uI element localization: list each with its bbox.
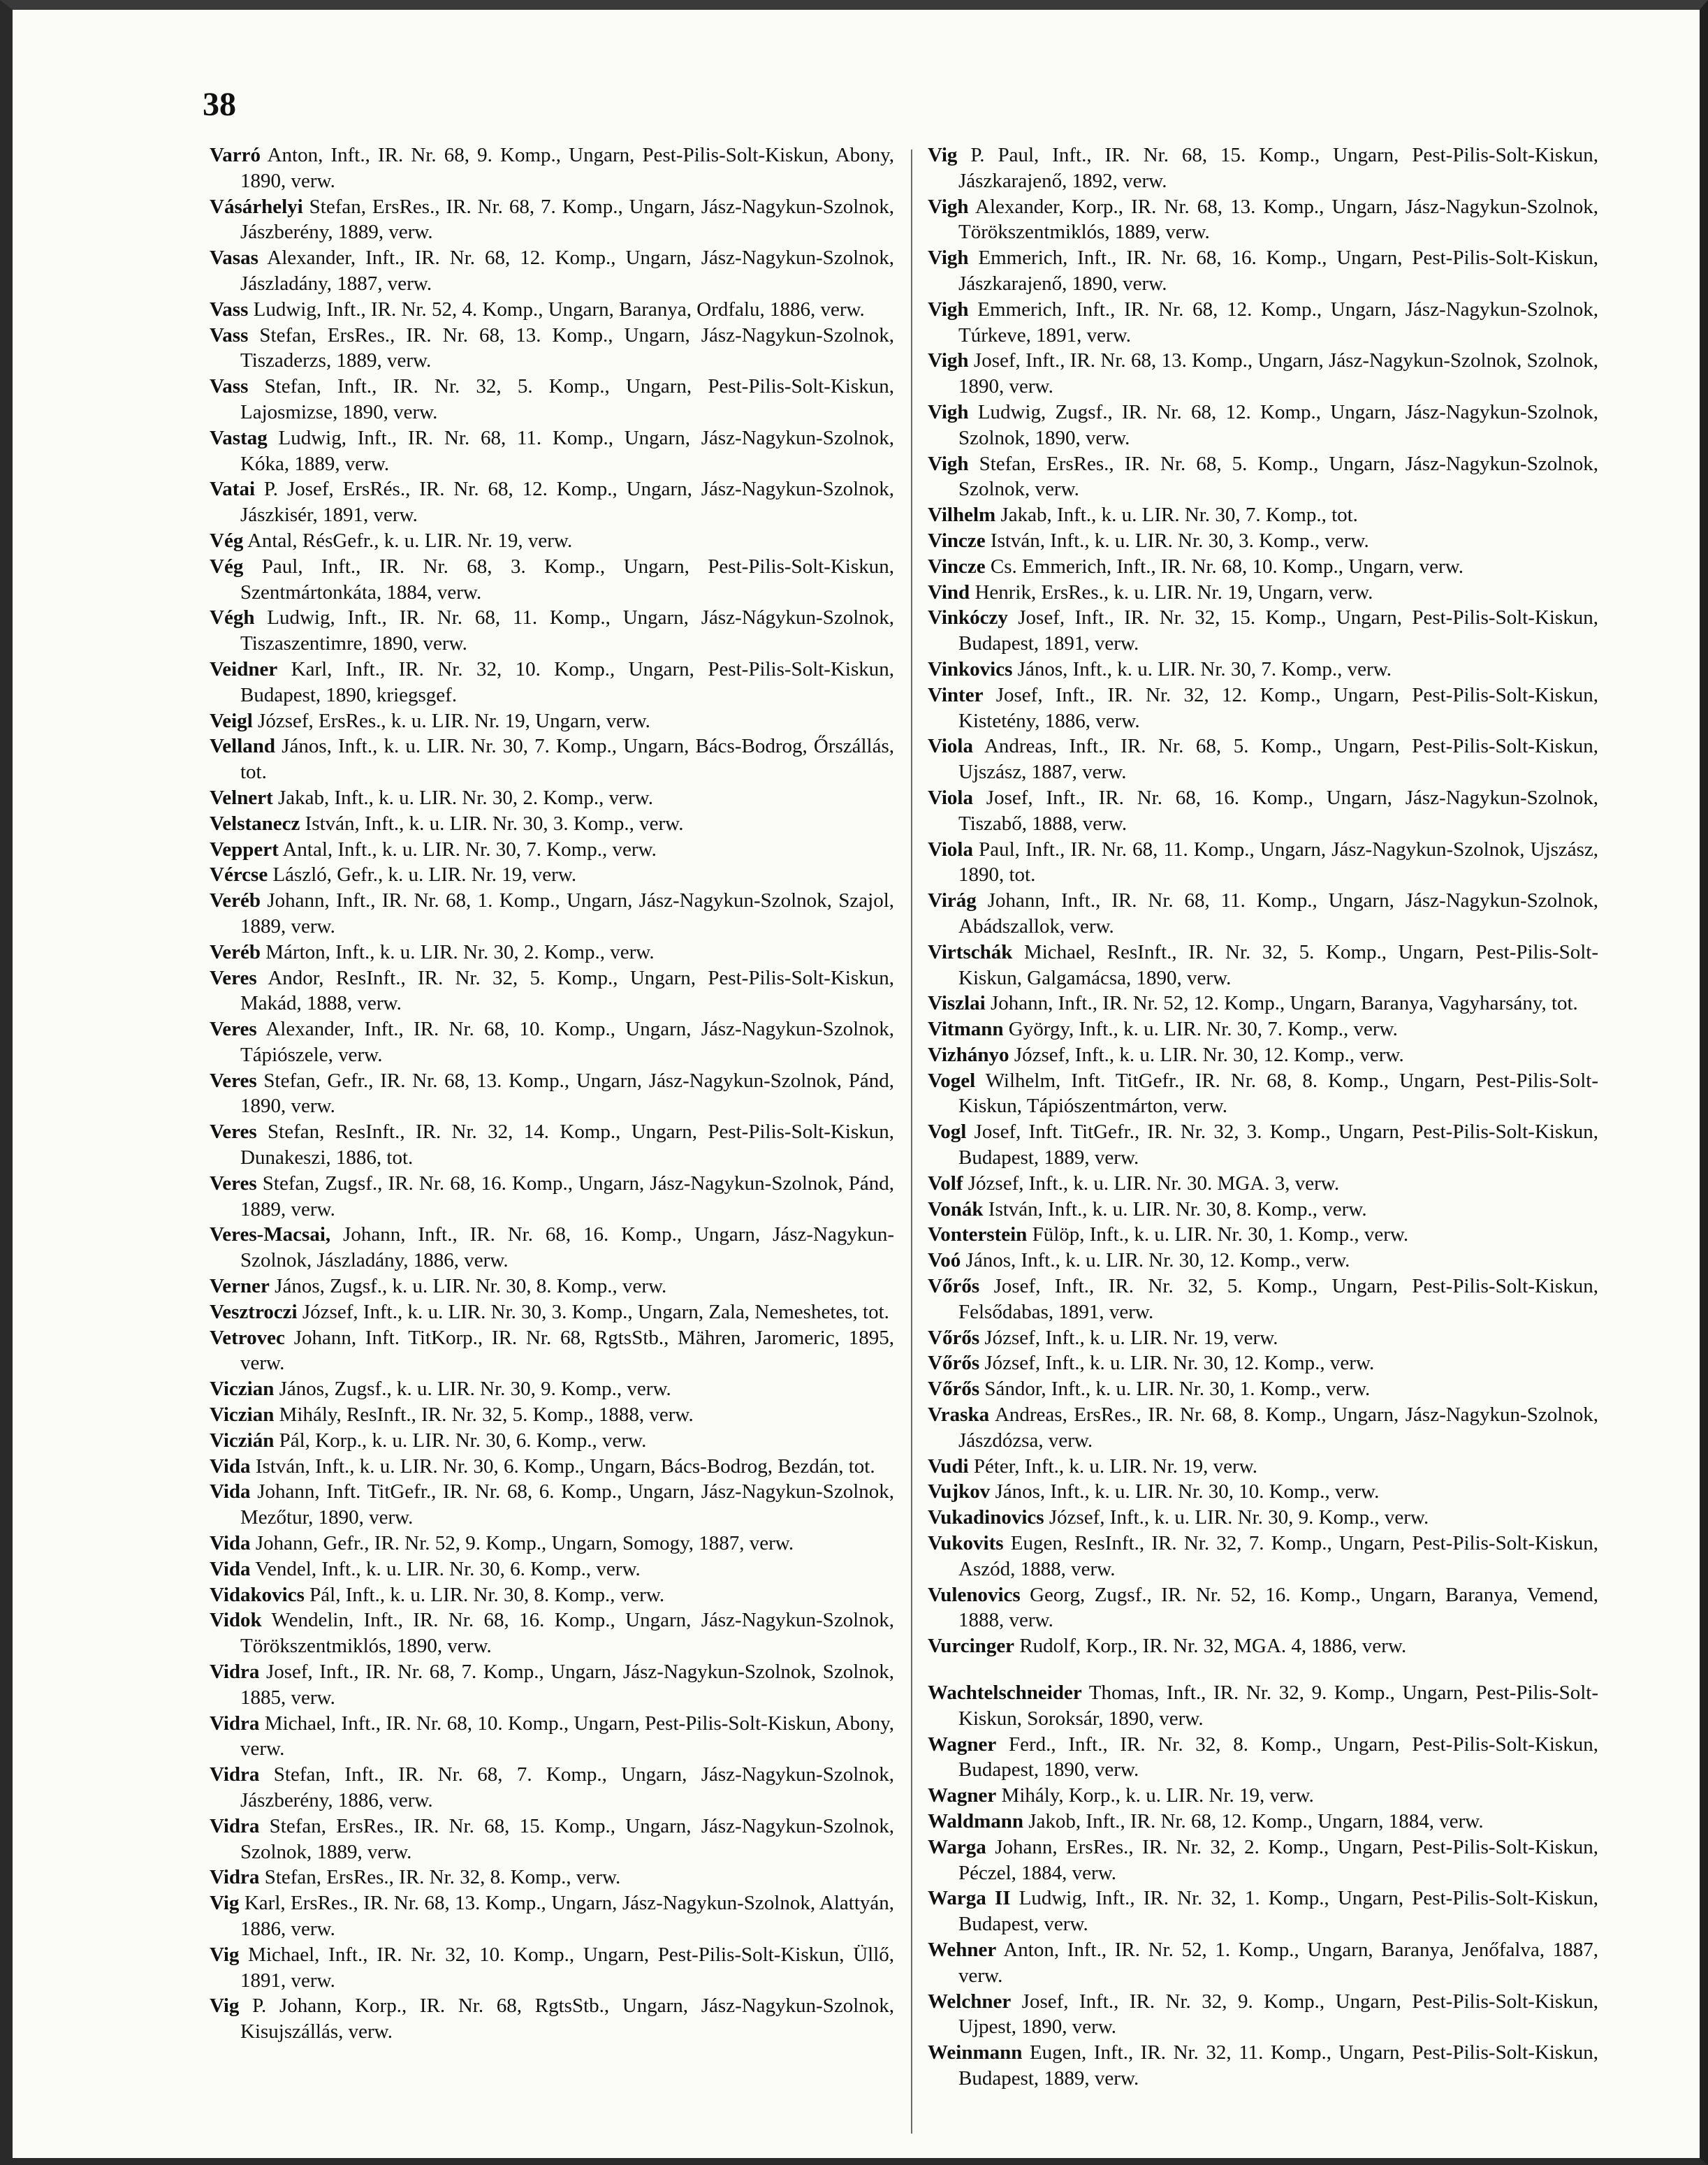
entry-details: János, Zugsf., k. u. LIR. Nr. 30, 8. Komp., verw. xyxy=(275,1275,667,1298)
entry-surname: Végh xyxy=(210,606,255,629)
entry-surname: Vig xyxy=(210,1892,240,1915)
entry-surname: Veres xyxy=(210,1121,257,1144)
entry-details: Alexander, Inft., IR. Nr. 68, 12. Komp., Ungarn, Jász-Nagykun-Szolnok, Jászladány, 1887, verw. xyxy=(240,247,894,295)
entry-surname: Velstanecz xyxy=(210,812,300,835)
casualty-entry xyxy=(210,965,894,1017)
casualty-entry xyxy=(928,1325,1598,1351)
entry-surname: Vonák xyxy=(928,1197,984,1220)
entry-details: Mihály, ResInft., IR. Nr. 32, 5. Komp., 1888, verw. xyxy=(279,1404,694,1427)
entry-surname: Veréb xyxy=(210,940,261,963)
entry-surname: Vinkovics xyxy=(928,657,1013,680)
entry-details: Michael, ResInft., IR. Nr. 32, 5. Komp., Ungarn, Pest-Pilis-Solt-Kiskun, Galgamácsa, 1890, verw. xyxy=(958,940,1598,989)
entry-details: Andreas, ErsRes., IR. Nr. 68, 8. Komp., Ungarn, Jász-Nagykun-Szolnok, Jászdózsa, verw. xyxy=(958,1404,1598,1452)
entry-details: István, Inft., k. u. LIR. Nr. 30, 3. Komp., verw. xyxy=(990,529,1369,552)
casualty-entry xyxy=(928,605,1598,657)
casualty-entry xyxy=(928,837,1598,889)
entry-details: Johann, Inft. TitKorp., IR. Nr. 68, RgtsStb., Mähren, Jaromeric, 1895, verw. xyxy=(240,1326,894,1375)
casualty-entry xyxy=(210,1531,894,1557)
casualty-entry xyxy=(928,194,1598,246)
casualty-entry xyxy=(928,683,1598,734)
entry-details: József, ErsRes., k. u. LIR. Nr. 19, Ungarn, verw. xyxy=(258,709,650,732)
entry-details: Josef, Inft. TitGefr., IR. Nr. 32, 3. Komp., Ungarn, Pest-Pilis-Solt-Kiskun, Budapest, 1889, verw. xyxy=(958,1121,1598,1169)
entry-details: Stefan, Inft., IR. Nr. 68, 7. Komp., Ungarn, Jász-Nagykun-Szolnok, Jászberény, 1886, verw. xyxy=(240,1763,894,1812)
entry-surname: Vitmann xyxy=(928,1018,1004,1041)
entry-surname: Velland xyxy=(210,735,276,758)
entry-details: Antal, RésGefr., k. u. LIR. Nr. 19, verw. xyxy=(247,529,573,552)
casualty-entry xyxy=(928,554,1598,580)
entry-surname: Veppert xyxy=(210,838,279,861)
entry-details: Johann, Inft., IR. Nr. 52, 12. Komp., Ungarn, Baranya, Vagyharsány, tot. xyxy=(990,992,1578,1015)
entry-surname: Vilhelm xyxy=(928,504,996,527)
entry-surname: Vraska xyxy=(928,1404,990,1427)
entry-details: Johann, ErsRes., IR. Nr. 32, 2. Komp., Ungarn, Pest-Pilis-Solt-Kiskun, Péczel, 1884, verw. xyxy=(958,1835,1598,1884)
entry-surname: Wachtelschneider xyxy=(928,1682,1082,1705)
entry-details: Josef, Inft., IR. Nr. 32, 15. Komp., Ungarn, Pest-Pilis-Solt-Kiskun, Budapest, 1891, verw. xyxy=(958,606,1598,655)
entry-surname: Vég xyxy=(210,529,244,552)
casualty-entry xyxy=(928,1783,1598,1809)
entry-surname: Vudi xyxy=(928,1455,969,1478)
entry-surname: Vogl xyxy=(928,1121,967,1144)
entry-details: P. Josef, ErsRés., IR. Nr. 68, 12. Komp., Ungarn, Jász-Nagykun-Szolnok, Jászkisér, 1891, verw. xyxy=(240,478,894,527)
casualty-entry xyxy=(928,1248,1598,1274)
casualty-entry xyxy=(928,348,1598,400)
entry-details: József, Inft., k. u. LIR. Nr. 30, 12. Komp., verw. xyxy=(1014,1043,1404,1066)
casualty-entry xyxy=(210,657,894,708)
entry-surname: Wehner xyxy=(928,1938,997,1961)
casualty-entry xyxy=(210,837,894,863)
entry-details: János, Inft., k. u. LIR. Nr. 30, 12. Komp., verw. xyxy=(965,1249,1350,1272)
entry-details: István, Inft., k. u. LIR. Nr. 30, 8. Komp., verw. xyxy=(988,1197,1367,1220)
casualty-entry xyxy=(928,1119,1598,1171)
entry-details: Thomas, Inft., IR. Nr. 32, 9. Komp., Ungarn, Pest-Pilis-Solt-Kiskun, Soroksár, 1890, verw. xyxy=(958,1682,1598,1730)
casualty-entry xyxy=(928,400,1598,451)
entry-surname: Vastag xyxy=(210,426,268,449)
entry-details: Stefan, ResInft., IR. Nr. 32, 14. Komp., Ungarn, Pest-Pilis-Solt-Kiskun, Dunakeszi, 1886, tot. xyxy=(240,1121,894,1169)
entry-surname: Vogel xyxy=(928,1069,976,1092)
entry-details: Andreas, Inft., IR. Nr. 68, 5. Komp., Ungarn, Pest-Pilis-Solt-Kiskun, Ujszász, 1887, verw. xyxy=(958,735,1598,784)
entry-details: Karl, Inft., IR. Nr. 32, 10. Komp., Ungarn, Pest-Pilis-Solt-Kiskun, Budapest, 1890, kriegsgef. xyxy=(240,657,894,706)
entry-details: Stefan, ErsRes., IR. Nr. 68, 13. Komp., Ungarn, Jász-Nagykun-Szolnok, Tiszaderzs, 1889, verw. xyxy=(240,323,894,372)
casualty-entry xyxy=(210,1454,894,1480)
entry-details: Johann, Inft., IR. Nr. 68, 16. Komp., Ungarn, Jász-Nagykun-Szolnok, Jászladány, 1886, verw. xyxy=(240,1223,894,1272)
entry-surname: Vigh xyxy=(928,452,969,475)
casualty-entry xyxy=(928,888,1598,940)
casualty-entry xyxy=(210,1299,894,1325)
casualty-entry xyxy=(928,1350,1598,1376)
casualty-entry xyxy=(210,1479,894,1531)
entry-details: Stefan, ErsRes., IR. Nr. 68, 5. Komp., Ungarn, Jász-Nagykun-Szolnok, Szolnok, verw. xyxy=(958,452,1598,501)
casualty-entry xyxy=(928,1582,1598,1634)
entry-details: József, Inft., k. u. LIR. Nr. 30, 9. Komp., verw. xyxy=(1049,1506,1429,1529)
casualty-entry xyxy=(928,1376,1598,1402)
entry-details: Péter, Inft., k. u. LIR. Nr. 19, verw. xyxy=(973,1455,1257,1478)
entry-details: Vendel, Inft., k. u. LIR. Nr. 30, 6. Komp., verw. xyxy=(255,1557,641,1580)
entry-details: Márton, Inft., k. u. LIR. Nr. 30, 2. Komp., verw. xyxy=(265,940,655,963)
page-number: 38 xyxy=(203,86,236,123)
casualty-entry xyxy=(210,554,894,606)
entry-surname: Viola xyxy=(928,786,973,809)
entry-surname: Vujkov xyxy=(928,1480,991,1503)
casualty-entry xyxy=(210,605,894,657)
casualty-entry xyxy=(928,1042,1598,1068)
entry-details: Josef, Inft., IR. Nr. 32, 9. Komp., Ungarn, Pest-Pilis-Solt-Kiskun, Ujpest, 1890, verw. xyxy=(958,1990,1598,2039)
casualty-entry xyxy=(928,1633,1598,1659)
entry-details: Andor, ResInft., IR. Nr. 32, 5. Komp., Ungarn, Pest-Pilis-Solt-Kiskun, Makád, 1888, verw. xyxy=(240,966,894,1015)
casualty-entry xyxy=(210,1942,894,1994)
entry-surname: Vidok xyxy=(210,1609,262,1632)
entry-details: Ludwig, Inft., IR. Nr. 68, 11. Komp., Ungarn, Jász-Nagykun-Szolnok, Kóka, 1889, verw. xyxy=(240,426,894,475)
entry-surname: Volf xyxy=(928,1172,963,1195)
entry-surname: Vőrős xyxy=(928,1275,980,1298)
entry-surname: Virtschák xyxy=(928,940,1013,963)
entry-surname: Vigh xyxy=(928,195,969,218)
casualty-entry xyxy=(928,1505,1598,1531)
entry-details: P. Paul, Inft., IR. Nr. 68, 15. Komp., Ungarn, Pest-Pilis-Solt-Kiskun, Jászkarajenő, 1892, verw. xyxy=(958,144,1598,192)
entry-surname: Vőrős xyxy=(928,1352,980,1375)
casualty-entry xyxy=(210,708,894,734)
casualty-entry xyxy=(928,1274,1598,1325)
column-divider xyxy=(911,150,912,2134)
entry-details: Pál, Inft., k. u. LIR. Nr. 30, 8. Komp., verw. xyxy=(309,1583,665,1606)
casualty-entry xyxy=(210,1865,894,1890)
entry-details: János, Inft., k. u. LIR. Nr. 30, 7. Komp., verw. xyxy=(1017,657,1392,680)
entry-surname: Vig xyxy=(210,1943,240,1966)
casualty-entry xyxy=(928,528,1598,554)
entry-surname: Vidra xyxy=(210,1763,260,1786)
entry-surname: Vida xyxy=(210,1480,251,1503)
left-column xyxy=(210,143,894,2141)
entry-details: Johann, Gefr., IR. Nr. 52, 9. Komp., Ungarn, Somogy, 1887, verw. xyxy=(255,1532,794,1555)
entry-details: József, Inft., k. u. LIR. Nr. 30, 12. Komp., verw. xyxy=(984,1352,1375,1375)
casualty-entry xyxy=(928,1732,1598,1784)
entry-details: Josef, Inft., IR. Nr. 68, 7. Komp., Ungarn, Jász-Nagykun-Szolnok, Szolnok, 1885, verw. xyxy=(240,1661,894,1709)
entry-surname: Vatai xyxy=(210,478,255,501)
entry-details: Rudolf, Korp., IR. Nr. 32, MGA. 4, 1886, verw. xyxy=(1019,1635,1407,1658)
casualty-entry xyxy=(210,374,894,425)
entry-surname: Vukadinovics xyxy=(928,1506,1044,1529)
entry-surname: Vass xyxy=(210,298,249,321)
entry-details: Johann, Inft., IR. Nr. 68, 1. Komp., Ungarn, Jász-Nagykun-Szolnok, Szajol, 1889, verw. xyxy=(240,889,894,938)
entry-surname: Virág xyxy=(928,889,977,912)
entry-surname: Vércse xyxy=(210,863,268,887)
entry-surname: Vind xyxy=(928,581,970,604)
entry-surname: Vigh xyxy=(928,298,969,321)
entry-surname: Veres xyxy=(210,1172,257,1195)
entry-details: Jakab, Inft., k. u. LIR. Nr. 30, 7. Komp., tot. xyxy=(1000,504,1358,527)
entry-details: Sándor, Inft., k. u. LIR. Nr. 30, 1. Komp., verw. xyxy=(984,1378,1371,1401)
entry-surname: Veres xyxy=(210,1069,257,1092)
entry-surname: Viola xyxy=(928,735,973,758)
casualty-entry xyxy=(210,1068,894,1120)
entry-details: Stefan, Gefr., IR. Nr. 68, 13. Komp., Ungarn, Jász-Nagykun-Szolnok, Pánd, 1890, verw. xyxy=(240,1069,894,1118)
entry-details: Paul, Inft., IR. Nr. 68, 3. Komp., Ungarn, Pest-Pilis-Solt-Kiskun, Szentmártonkáta, 1884, verw. xyxy=(240,555,894,604)
casualty-entry xyxy=(210,297,894,323)
entry-surname: Vinkóczy xyxy=(928,606,1008,629)
entry-details: Alexander, Inft., IR. Nr. 68, 10. Komp., Ungarn, Jász-Nagykun-Szolnok, Tápiószele, verw. xyxy=(240,1018,894,1066)
entry-details: Pál, Korp., k. u. LIR. Nr. 30, 6. Komp., verw. xyxy=(279,1429,647,1452)
casualty-entry xyxy=(928,245,1598,297)
casualty-entry xyxy=(210,1890,894,1942)
entry-details: Michael, Inft., IR. Nr. 32, 10. Komp., Ungarn, Pest-Pilis-Solt-Kiskun, Üllő, 1891, verw. xyxy=(240,1943,894,1992)
entry-surname: Vidra xyxy=(210,1712,260,1735)
entry-surname: Vetrovec xyxy=(210,1326,285,1349)
casualty-entry xyxy=(210,1993,894,2045)
entry-surname: Vesztroczi xyxy=(210,1300,298,1323)
entry-surname: Vurcinger xyxy=(928,1635,1015,1658)
casualty-entry xyxy=(210,1222,894,1274)
casualty-entry xyxy=(928,991,1598,1016)
casualty-entry xyxy=(928,1809,1598,1835)
casualty-entry xyxy=(210,888,894,940)
entry-surname: Vőrős xyxy=(928,1378,980,1401)
entry-details: Eugen, ResInft., IR. Nr. 32, 7. Komp., Ungarn, Pest-Pilis-Solt-Kiskun, Aszód, 1888, verw. xyxy=(958,1532,1598,1580)
entry-surname: Viczian xyxy=(210,1378,275,1401)
casualty-entry xyxy=(210,1711,894,1763)
entry-surname: Viczian xyxy=(210,1404,275,1427)
entry-details: Emmerich, Inft., IR. Nr. 68, 16. Komp., Ungarn, Pest-Pilis-Solt-Kiskun, Jászkarajenő, 1890, verw. xyxy=(958,247,1598,295)
casualty-entry xyxy=(928,143,1598,194)
entry-surname: Vidra xyxy=(210,1661,260,1684)
entry-details: József, Inft., k. u. LIR. Nr. 30, 3. Komp., Ungarn, Zala, Nemeshetes, tot. xyxy=(302,1300,889,1323)
casualty-entry xyxy=(210,1016,894,1068)
casualty-entry xyxy=(928,1937,1598,1989)
entry-surname: Weinmann xyxy=(928,2041,1023,2064)
casualty-entry xyxy=(210,1119,894,1171)
entry-details: Ferd., Inft., IR. Nr. 32, 8. Komp., Ungarn, Pest-Pilis-Solt-Kiskun, Budapest, 1890, verw. xyxy=(958,1733,1598,1781)
entry-surname: Vég xyxy=(210,555,244,578)
entry-details: Stefan, ErsRes., IR. Nr. 68, 15. Komp., Ungarn, Jász-Nagykun-Szolnok, Szolnok, 1889, verw. xyxy=(240,1814,894,1863)
entry-surname: Wagner xyxy=(928,1733,997,1756)
entry-surname: Veres-Macsai, xyxy=(210,1223,331,1246)
casualty-entry xyxy=(928,1680,1598,1732)
entry-surname: Veres xyxy=(210,966,257,989)
casualty-entry xyxy=(210,1376,894,1402)
entry-details: Emmerich, Inft., IR. Nr. 68, 12. Komp., Ungarn, Jász-Nagykun-Szolnok, Túrkeve, 1891, verw. xyxy=(958,298,1598,347)
entry-surname: Vásárhelyi xyxy=(210,195,303,218)
right-column xyxy=(928,143,1598,2141)
entry-surname: Vidra xyxy=(210,1866,260,1889)
entry-surname: Welchner xyxy=(928,1990,1012,2013)
entry-details: Johann, Inft. TitGefr., IR. Nr. 68, 6. Komp., Ungarn, Jász-Nagykun-Szolnok, Mezőtur, 1890, verw. xyxy=(240,1480,894,1529)
entry-surname: Vigh xyxy=(928,400,969,423)
entry-surname: Vinter xyxy=(928,683,984,706)
entry-details: Alexander, Korp., IR. Nr. 68, 13. Komp., Ungarn, Jász-Nagykun-Szolnok, Törökszentmiklós, 1889, verw. xyxy=(958,195,1598,244)
entry-details: Georg, Zugsf., IR. Nr. 52, 16. Komp., Ungarn, Baranya, Vemend, 1888, verw. xyxy=(958,1583,1598,1632)
entry-surname: Verner xyxy=(210,1275,270,1298)
entry-surname: Vidra xyxy=(210,1814,260,1837)
casualty-entry xyxy=(210,194,894,246)
casualty-entry xyxy=(210,734,894,785)
casualty-entry xyxy=(210,811,894,837)
entry-surname: Vasas xyxy=(210,247,258,270)
entry-details: Stefan, ErsRes., IR. Nr. 32, 8. Komp., verw. xyxy=(264,1866,621,1889)
entry-details: Josef, Inft., IR. Nr. 32, 5. Komp., Ungarn, Pest-Pilis-Solt-Kiskun, Felsődabas, 1891, verw. xyxy=(958,1275,1598,1323)
casualty-entry xyxy=(210,528,894,554)
entry-surname: Vass xyxy=(210,375,249,398)
entry-details: Anton, Inft., IR. Nr. 52, 1. Komp., Ungarn, Baranya, Jenőfalva, 1887, verw. xyxy=(958,1938,1598,1987)
casualty-entry xyxy=(928,580,1598,606)
entry-details: Michael, Inft., IR. Nr. 68, 10. Komp., Ungarn, Pest-Pilis-Solt-Kiskun, Abony, verw. xyxy=(240,1712,894,1761)
entry-surname: Vig xyxy=(210,1995,240,2018)
casualty-entry xyxy=(210,1325,894,1377)
entry-details: Eugen, Inft., IR. Nr. 32, 11. Komp., Ungarn, Pest-Pilis-Solt-Kiskun, Budapest, 1889, verw. xyxy=(958,2041,1598,2090)
entry-surname: Viola xyxy=(928,838,973,861)
entry-details: P. Johann, Korp., IR. Nr. 68, RgtsStb., Ungarn, Jász-Nagykun-Szolnok, Kisujszállás, verw. xyxy=(240,1995,894,2043)
entry-details: Stefan, Inft., IR. Nr. 32, 5. Komp., Ungarn, Pest-Pilis-Solt-Kiskun, Lajosmizse, 1890, verw. xyxy=(240,375,894,423)
entry-surname: Viczián xyxy=(210,1429,275,1452)
entry-details: Mihály, Korp., k. u. LIR. Nr. 19, verw. xyxy=(1001,1784,1314,1807)
entry-surname: Vukovits xyxy=(928,1532,1004,1555)
entry-surname: Velnert xyxy=(210,786,273,809)
casualty-entry xyxy=(210,1582,894,1608)
casualty-entry xyxy=(928,785,1598,837)
entry-surname: Wagner xyxy=(928,1784,997,1807)
entry-surname: Vigh xyxy=(928,349,969,372)
casualty-entry xyxy=(928,502,1598,528)
casualty-entry xyxy=(210,1428,894,1454)
entry-surname: Waldmann xyxy=(928,1810,1023,1832)
casualty-entry xyxy=(928,1886,1598,1937)
entry-details: László, Gefr., k. u. LIR. Nr. 19, verw. xyxy=(272,863,577,887)
entry-details: János, Zugsf., k. u. LIR. Nr. 30, 9. Komp., verw. xyxy=(279,1378,671,1401)
entry-details: Fülöp, Inft., k. u. LIR. Nr. 30, 1. Komp., verw. xyxy=(1032,1223,1409,1246)
casualty-entry xyxy=(928,1171,1598,1197)
entry-details: István, Inft., k. u. LIR. Nr. 30, 6. Komp., Ungarn, Bács-Bodrog, Bezdán, tot. xyxy=(255,1455,875,1478)
casualty-entry xyxy=(928,1197,1598,1223)
casualty-entry xyxy=(210,323,894,374)
entry-surname: Vida xyxy=(210,1557,251,1580)
casualty-entry xyxy=(210,143,894,194)
entry-details: Anton, Inft., IR. Nr. 68, 9. Komp., Ungarn, Pest-Pilis-Solt-Kiskun, Abony, 1890, verw. xyxy=(240,144,894,192)
entry-details: János, Inft., k. u. LIR. Nr. 30, 7. Komp., Ungarn, Bács-Bodrog, Őrszállás, tot. xyxy=(240,735,894,784)
casualty-entry xyxy=(928,1479,1598,1505)
casualty-entry xyxy=(210,425,894,477)
entry-surname: Veres xyxy=(210,1018,257,1041)
casualty-entry xyxy=(928,1222,1598,1248)
casualty-entry xyxy=(210,1402,894,1428)
entry-details: Jakob, Inft., IR. Nr. 68, 12. Komp., Ungarn, 1884, verw. xyxy=(1028,1810,1484,1832)
casualty-entry xyxy=(928,1989,1598,2041)
entry-details: Josef, Inft., IR. Nr. 68, 16. Komp., Ungarn, Jász-Nagykun-Szolnok, Tiszabő, 1888, verw. xyxy=(958,786,1598,835)
casualty-entry xyxy=(210,1608,894,1659)
entry-surname: Vigh xyxy=(928,247,969,270)
entry-details: Wendelin, Inft., IR. Nr. 68, 16. Komp., Ungarn, Jász-Nagykun-Szolnok, Törökszentmiklós, 1890, verw. xyxy=(240,1609,894,1658)
casualty-entry xyxy=(210,476,894,528)
casualty-entry xyxy=(928,1454,1598,1480)
casualty-entry xyxy=(210,1814,894,1865)
casualty-entry xyxy=(928,1835,1598,1886)
entry-surname: Vizhányo xyxy=(928,1043,1009,1066)
casualty-entry xyxy=(928,451,1598,503)
entry-details: József, Inft., k. u. LIR. Nr. 30. MGA. 3, verw. xyxy=(968,1172,1340,1195)
entry-details: Josef, Inft., IR. Nr. 32, 12. Komp., Ungarn, Pest-Pilis-Solt-Kiskun, Kistetény, 1886, verw. xyxy=(958,683,1598,732)
entry-details: Antal, Inft., k. u. LIR. Nr. 30, 7. Komp., verw. xyxy=(282,838,657,861)
entry-details: Stefan, ErsRes., IR. Nr. 68, 7. Komp., Ungarn, Jász-Nagykun-Szolnok, Jászberény, 1889, verw. xyxy=(240,195,894,244)
casualty-entry xyxy=(210,940,894,965)
entry-details: Jakab, Inft., k. u. LIR. Nr. 30, 2. Komp., verw. xyxy=(278,786,653,809)
entry-surname: Warga II xyxy=(928,1887,1011,1910)
entry-surname: Veidner xyxy=(210,657,278,680)
casualty-entry xyxy=(928,657,1598,683)
casualty-entry xyxy=(928,1016,1598,1042)
entry-surname: Voó xyxy=(928,1249,961,1272)
entry-surname: Vass xyxy=(210,323,249,347)
entry-details: György, Inft., k. u. LIR. Nr. 30, 7. Komp., verw. xyxy=(1008,1018,1398,1041)
casualty-entry xyxy=(210,245,894,297)
entry-surname: Vőrős xyxy=(928,1326,980,1349)
entry-surname: Varró xyxy=(210,144,261,166)
entry-surname: Vulenovics xyxy=(928,1583,1021,1606)
casualty-entry xyxy=(210,1274,894,1299)
casualty-entry xyxy=(210,1557,894,1582)
entry-details: Paul, Inft., IR. Nr. 68, 11. Komp., Ungarn, Jász-Nagykun-Szolnok, Ujszász, 1890, tot. xyxy=(958,838,1598,887)
entry-details: Karl, ErsRes., IR. Nr. 68, 13. Komp., Ungarn, Jász-Nagykun-Szolnok, Alattyán, 1886, verw. xyxy=(240,1892,894,1940)
casualty-entry xyxy=(210,1171,894,1223)
entry-surname: Warga xyxy=(928,1835,986,1858)
entry-details: Ludwig, Inft., IR. Nr. 68, 11. Komp., Ungarn, Jász-Nágykun-Szolnok, Tiszaszentimre, 1890, verw. xyxy=(240,606,894,655)
entry-surname: Veréb xyxy=(210,889,261,912)
entry-details: Ludwig, Zugsf., IR. Nr. 68, 12. Komp., Ungarn, Jász-Nagykun-Szolnok, Szolnok, 1890, verw. xyxy=(958,400,1598,449)
casualty-entry xyxy=(928,734,1598,785)
entry-details: József, Inft., k. u. LIR. Nr. 19, verw. xyxy=(984,1326,1278,1349)
entry-surname: Viszlai xyxy=(928,992,986,1015)
casualty-entry xyxy=(928,1531,1598,1582)
entry-surname: Vig xyxy=(928,144,958,166)
entry-details: Stefan, Zugsf., IR. Nr. 68, 16. Komp., Ungarn, Jász-Nagykun-Szolnok, Pánd, 1889, verw. xyxy=(240,1172,894,1220)
entry-details: Johann, Inft., IR. Nr. 68, 11. Komp., Ungarn, Jász-Nagykun-Szolnok, Abádszallok, verw. xyxy=(958,889,1598,938)
casualty-entry xyxy=(210,1762,894,1814)
entry-surname: Vida xyxy=(210,1532,251,1555)
casualty-entry xyxy=(928,1402,1598,1454)
entry-surname: Veigl xyxy=(210,709,253,732)
casualty-entry xyxy=(928,1068,1598,1120)
entry-surname: Vonterstein xyxy=(928,1223,1028,1246)
casualty-entry xyxy=(928,2040,1598,2092)
casualty-entry xyxy=(210,785,894,811)
casualty-entry xyxy=(210,862,894,888)
entry-details: Ludwig, Inft., IR. Nr. 32, 1. Komp., Ungarn, Pest-Pilis-Solt-Kiskun, Budapest, verw. xyxy=(958,1887,1598,1936)
entry-details: Cs. Emmerich, Inft., IR. Nr. 68, 10. Komp., Ungarn, verw. xyxy=(990,555,1464,578)
casualty-entry xyxy=(928,297,1598,349)
entry-details: Josef, Inft., IR. Nr. 68, 13. Komp., Ungarn, Jász-Nagykun-Szolnok, Szolnok, 1890, verw. xyxy=(958,349,1598,398)
entry-details: Henrik, ErsRes., k. u. LIR. Nr. 19, Ungarn, verw. xyxy=(975,581,1373,604)
entry-details: Wilhelm, Inft. TitGefr., IR. Nr. 68, 8. Komp., Ungarn, Pest-Pilis-Solt-Kiskun, Tápiószentmárton, verw. xyxy=(958,1069,1598,1118)
section-gap xyxy=(928,1659,1598,1680)
casualty-entry xyxy=(210,1659,894,1711)
entry-surname: Vincze xyxy=(928,555,986,578)
entry-surname: Vida xyxy=(210,1455,251,1478)
entry-details: István, Inft., k. u. LIR. Nr. 30, 3. Komp., verw. xyxy=(305,812,684,835)
entry-surname: Vidakovics xyxy=(210,1583,305,1606)
casualty-entry xyxy=(928,940,1598,991)
entry-details: János, Inft., k. u. LIR. Nr. 30, 10. Komp., verw. xyxy=(995,1480,1380,1503)
entry-details: Ludwig, Inft., IR. Nr. 52, 4. Komp., Ungarn, Baranya, Ordfalu, 1886, verw. xyxy=(253,298,865,321)
entry-surname: Vincze xyxy=(928,529,986,552)
